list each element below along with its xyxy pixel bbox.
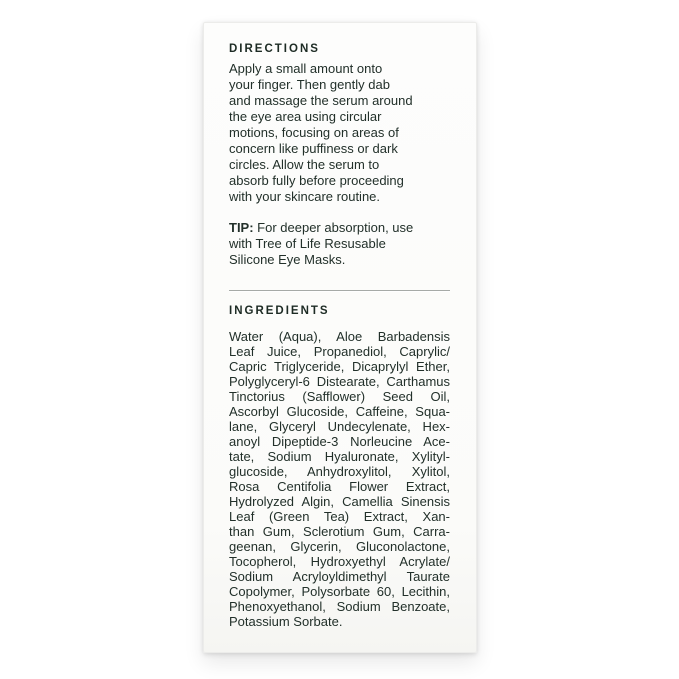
ingredients-heading: INGREDIENTS: [229, 305, 330, 317]
ingredients-line: Polyglyceryl-6 Distearate, Carthamus: [229, 374, 450, 389]
ingredients-line: Leaf Juice, Propanediol, Caprylic/: [229, 344, 450, 359]
directions-line: circles. Allow the serum to: [229, 157, 380, 172]
tip-line-rest: For deeper absorption, use: [253, 220, 414, 235]
ingredients-line: tate, Sodium Hyaluronate, Xylityl-: [229, 449, 450, 464]
tip-line: [229, 220, 450, 236]
tip-label: TIP:: [229, 220, 254, 235]
ingredients-line: anoyl Dipeptide-3 Norleucine Ace-: [229, 434, 450, 449]
ingredients-line: than Gum, Sclerotium Gum, Carra-: [229, 524, 450, 539]
ingredients-line: Rosa Centifolia Flower Extract,: [229, 479, 450, 494]
tip-line: with Tree of Life Resusable: [229, 236, 386, 251]
product-box-back-panel: [203, 22, 477, 653]
tip-text: [229, 220, 450, 268]
ingredients-line: Potassium Sorbate.: [229, 614, 343, 629]
directions-line: and massage the serum around: [229, 93, 413, 108]
ingredients-line: geenan, Glycerin, Gluconolactone,: [229, 539, 450, 554]
ingredients-line: Water (Aqua), Aloe Barbadensis: [229, 329, 450, 344]
directions-text: [229, 61, 450, 205]
ingredients-line: Hydrolyzed Algin, Camellia Sinensis: [229, 494, 450, 509]
directions-line: concern like puffiness or dark: [229, 141, 398, 156]
section-divider: [229, 290, 450, 291]
ingredients-text: [229, 329, 450, 629]
tip-line: Silicone Eye Masks.: [229, 252, 346, 267]
ingredients-line: Tocopherol, Hydroxyethyl Acrylate/: [229, 554, 450, 569]
directions-line: absorb fully before proceeding: [229, 173, 404, 188]
directions-line: Apply a small amount onto: [229, 61, 383, 76]
ingredients-line: Copolymer, Polysorbate 60, Lecithin,: [229, 584, 450, 599]
directions-line: motions, focusing on areas of: [229, 125, 399, 140]
ingredients-line: Phenoxyethanol, Sodium Benzoate,: [229, 599, 450, 614]
ingredients-line: Sodium Acryloyldimethyl Taurate: [229, 569, 450, 584]
ingredients-line: Tinctorius (Safflower) Seed Oil,: [229, 389, 450, 404]
ingredients-line: Capric Triglyceride, Dicaprylyl Ether,: [229, 359, 450, 374]
directions-line: your finger. Then gently dab: [229, 77, 390, 92]
ingredients-line: lane, Glyceryl Undecylenate, Hex-: [229, 419, 450, 434]
directions-line: with your skincare routine.: [229, 189, 381, 204]
ingredients-line: Ascorbyl Glucoside, Caffeine, Squa-: [229, 404, 450, 419]
directions-line: the eye area using circular: [229, 109, 382, 124]
ingredients-line: Leaf (Green Tea) Extract, Xan-: [229, 509, 450, 524]
directions-heading: DIRECTIONS: [229, 43, 320, 55]
ingredients-line: glucoside, Anhydroxylitol, Xylitol,: [229, 464, 450, 479]
